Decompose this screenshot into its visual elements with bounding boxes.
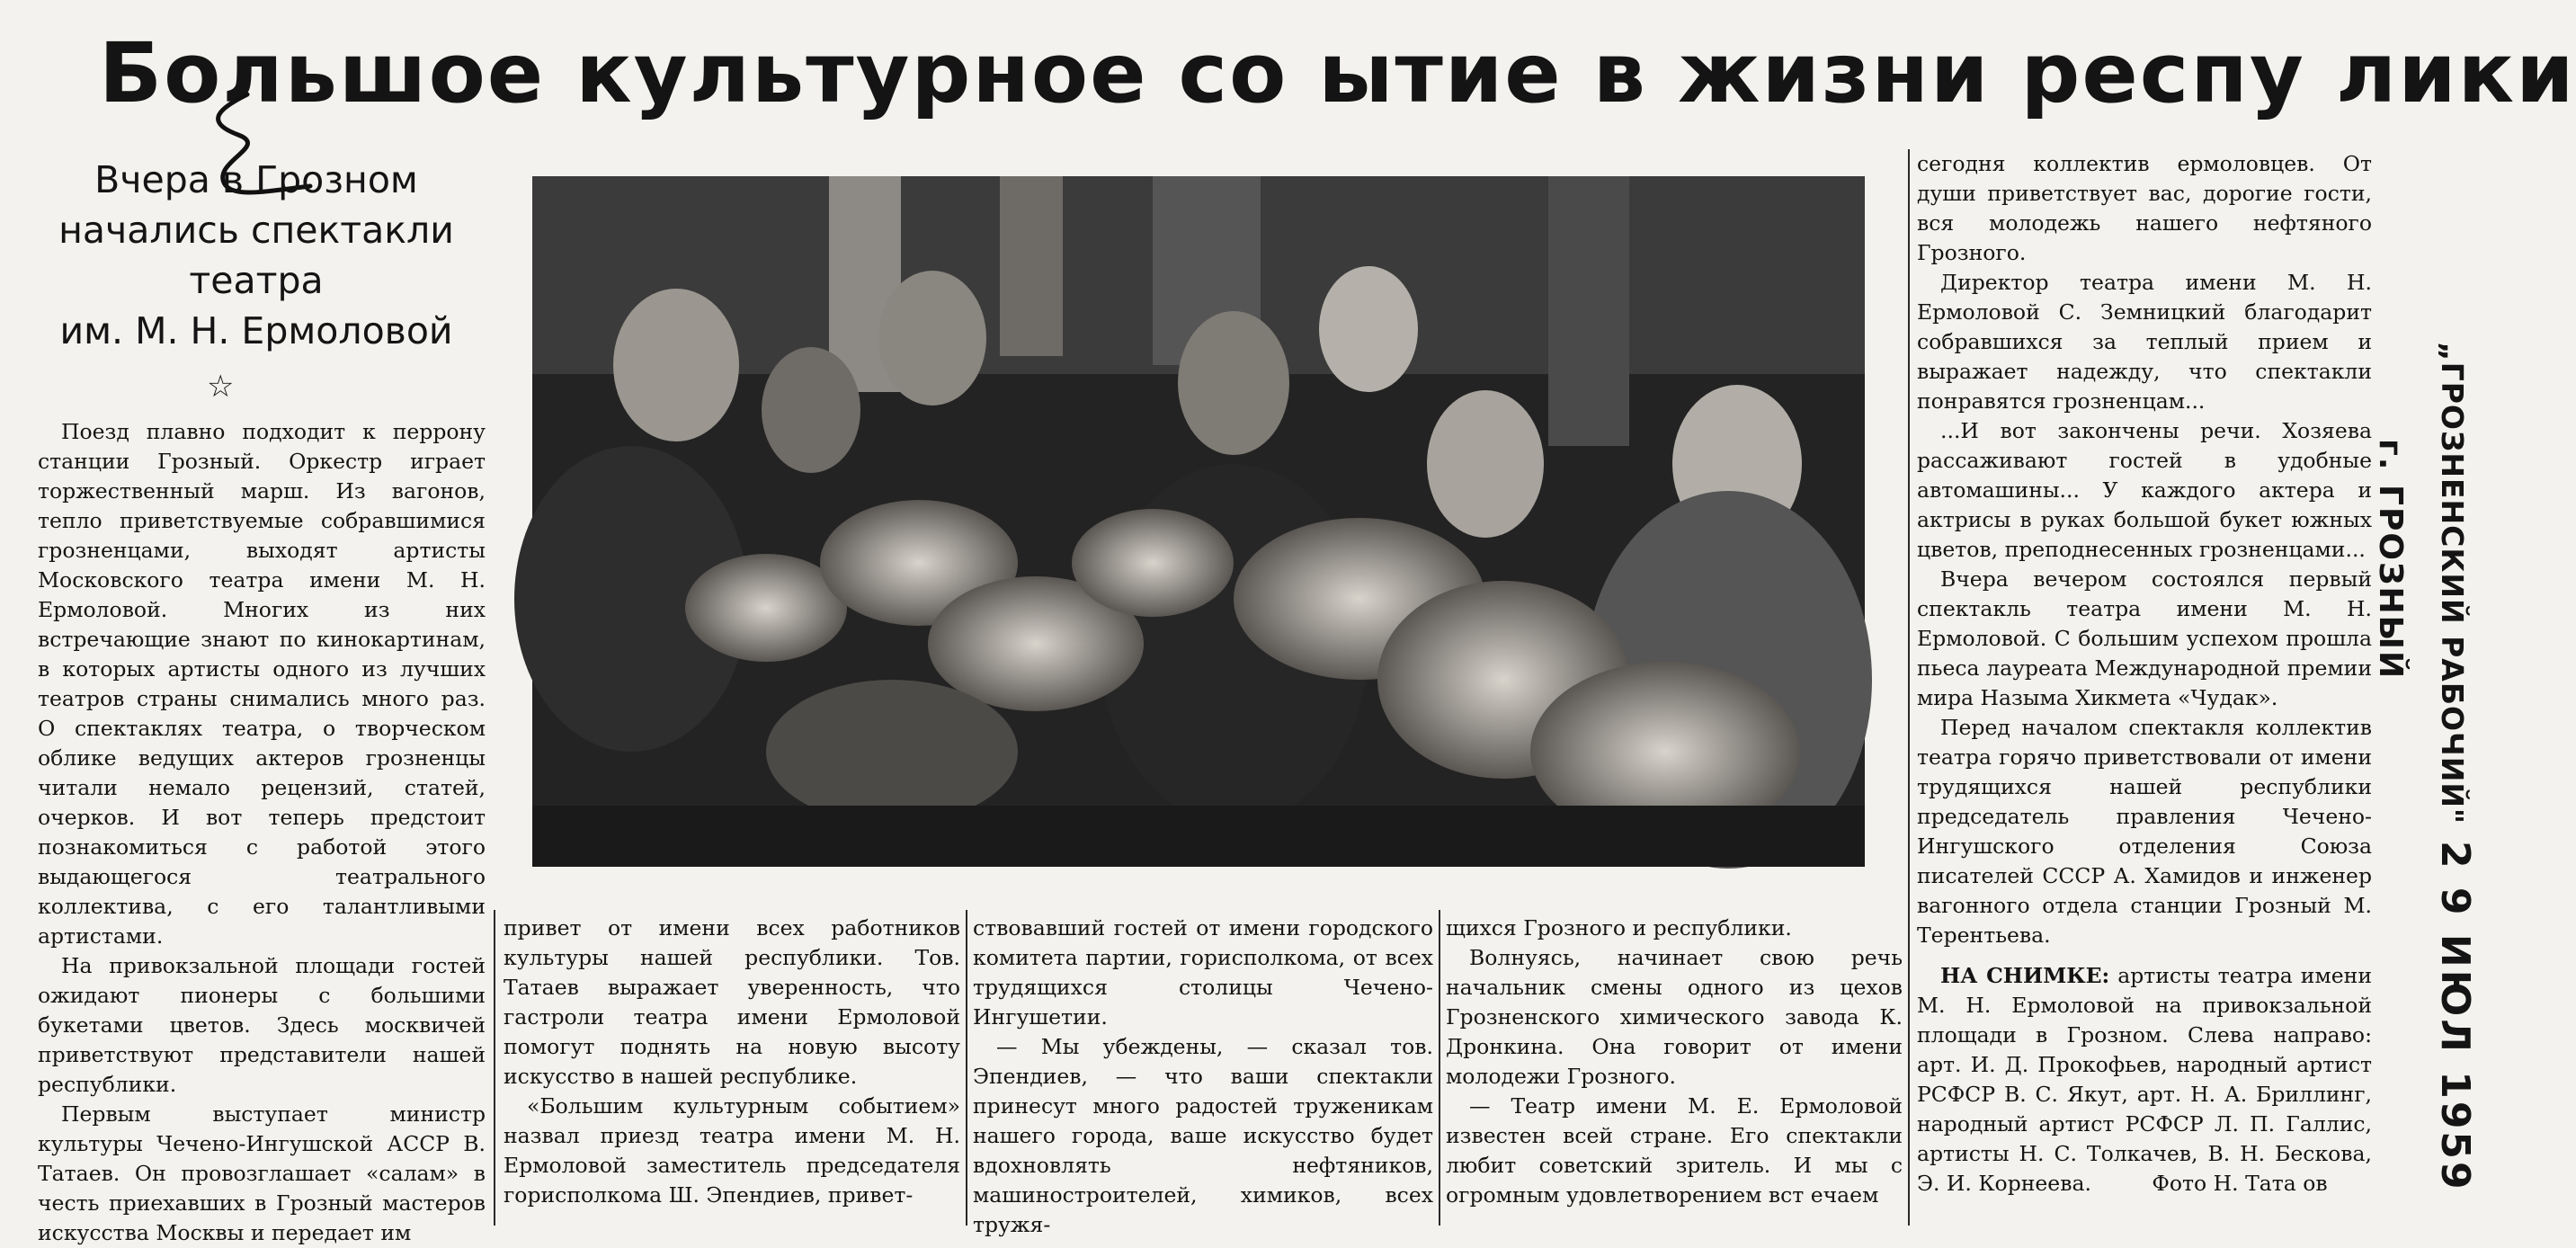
column-divider	[1439, 910, 1440, 1226]
paragraph: — Мы убеждены, — сказал тов. Эпендиев, — что ваши спектакли принесут много радостей труженикам нашего города, ваше искусство будет вдохновлять нефтяников, машиностроителей, химиков, всех тружя-	[973, 1034, 1433, 1237]
newspaper-stamp: „ГРОЗНЕНСКИЙ РАБОЧИЙ"	[2435, 342, 2470, 825]
subhead-line: им. М. Н. Ермоловой	[59, 309, 453, 352]
caption-text: артисты театра имени М. Н. Ермоловой на привокзальной площади в Грозном. Слева направо: арт. И. Д. Прокофьев, народный артист РСФСР В. С. Якут, арт. Н. А. Бриллинг, народный артист РСФСР Л. П. Галлис, артисты Н. С. Толкачев, В. Н. Бескова, Э. И. Корнеева.	[1917, 963, 2372, 1196]
paragraph: ...И вот закончены речи. Хозяева рассаживают гостей в удобные автомашины... У каждого актера и актрисы в руках большой букет южных цветов, преподнесенных грозненцами...	[1917, 418, 2372, 562]
subhead-line: театра	[189, 259, 324, 302]
paragraph: привет от имени всех работников культуры нашей республики. Тов. Татаев выражает уверенность, что гастроли театра имени Ермоловой помогут поднять на новую высоту искусство в нашей республике.	[504, 915, 960, 1089]
date-stamp: 2 9 ИЮЛ 1959	[2432, 841, 2478, 1192]
subhead-line: начались спектакли	[58, 209, 454, 252]
column-divider	[966, 910, 967, 1226]
caption-title: НА СНИМКЕ:	[1940, 963, 2110, 988]
paragraph: щихся Грозного и республики.	[1446, 915, 1792, 940]
paragraph: Волнуясь, начинает свою речь начальник смены одного из цехов Грозненского химического завода К. Дронкина. Она говорит от имени молодежи Грозного.	[1446, 945, 1903, 1089]
subhead-line: Вчера в Грозном	[94, 158, 418, 201]
article-column-3	[973, 914, 1433, 1237]
photo-credit: Фото Н. Тата ов	[2152, 1171, 2328, 1196]
paragraph: — Театр имени М. Е. Ермоловой известен всей стране. Его спектакли любит советский зритель. И мы с огромным удовлетворением вст ечаем	[1446, 1093, 1903, 1208]
article-column-2	[504, 914, 960, 1226]
crowd-photo-illustration	[532, 176, 1865, 867]
column-divider	[1908, 149, 1910, 1226]
paragraph: Перед началом спектакля коллектив театра горячо приветствовали от имени трудящихся нашей республики председатель правления Чечено-Ингушского отделения Союза писателей СССР А. Хамидов и инженер вагонного отдела станции Грозный М. Терентьева.	[1917, 715, 2372, 948]
photo-caption	[1917, 961, 2372, 1199]
paragraph: ствовавший гостей от имени городского комитета партии, горисполкома, от всех трудящихся столицы Чечено-Ингушетии.	[973, 915, 1433, 1030]
column-divider	[494, 910, 495, 1226]
paragraph: Первым выступает министр культуры Чечено-Ингушской АССР В. Татаев. Он провозглашает «салам» в честь приехавших в Грозный мастеров искусства Москвы и передает им	[38, 1101, 486, 1245]
news-photo	[532, 176, 1865, 867]
paragraph: сегодня коллектив ермоловцев. От души приветствует вас, дорогие гости, вся молодежь нашего нефтяного Грозного.	[1917, 151, 2372, 265]
paragraph: «Большим культурным событием» назвал приезд театра имени М. Н. Ермоловой заместитель председателя горисполкома Ш. Эпендиев, привет-	[504, 1093, 960, 1208]
headline: Большое культурное со ытие в жизни респу лики	[99, 25, 2576, 121]
article-column-1	[38, 417, 486, 1245]
paragraph: На привокзальной площади гостей ожидают пионеры с большими букетами цветов. Здесь москвичей приветствуют представители нашей республики.	[38, 953, 486, 1097]
paragraph: Вчера вечером состоялся первый спектакль театра имени М. Н. Ермоловой. С большим успехом прошла пьеса лауреата Международной премии мира Назыма Хикмета «Чудак».	[1917, 566, 2372, 710]
star-icon: ☆	[207, 369, 235, 405]
paragraph: Поезд плавно подходит к перрону станции Грозный. Оркестр играет торжественный марш. Из вагонов, тепло приветствуемые собравшимися грозненцами, выходят артисты Московского театра имени М. Н. Ермоловой. Многих из них встречающие знают по кинокартинам, в которых артисты одного из лучших театров страны снимались много раз. О спектаклях театра, о творческом облике ведущих актеров грозненцы читали немало рецензий, статей, очерков. И вот теперь предстоит познакомиться с работой этого выдающегося театрального коллектива, с его талантливыми артистами.	[38, 419, 486, 949]
subheadline	[36, 155, 477, 356]
article-column-4	[1446, 914, 1903, 1226]
paragraph: Директор театра имени М. Н. Ермоловой С. Земницкий благодарит собравшихся за теплый прием и выражает надежду, что спектакли понравятся грозненцам...	[1917, 270, 2372, 414]
article-column-5	[1917, 149, 2372, 1226]
city-stamp: г. ГРОЗНЫЙ	[2372, 439, 2409, 681]
